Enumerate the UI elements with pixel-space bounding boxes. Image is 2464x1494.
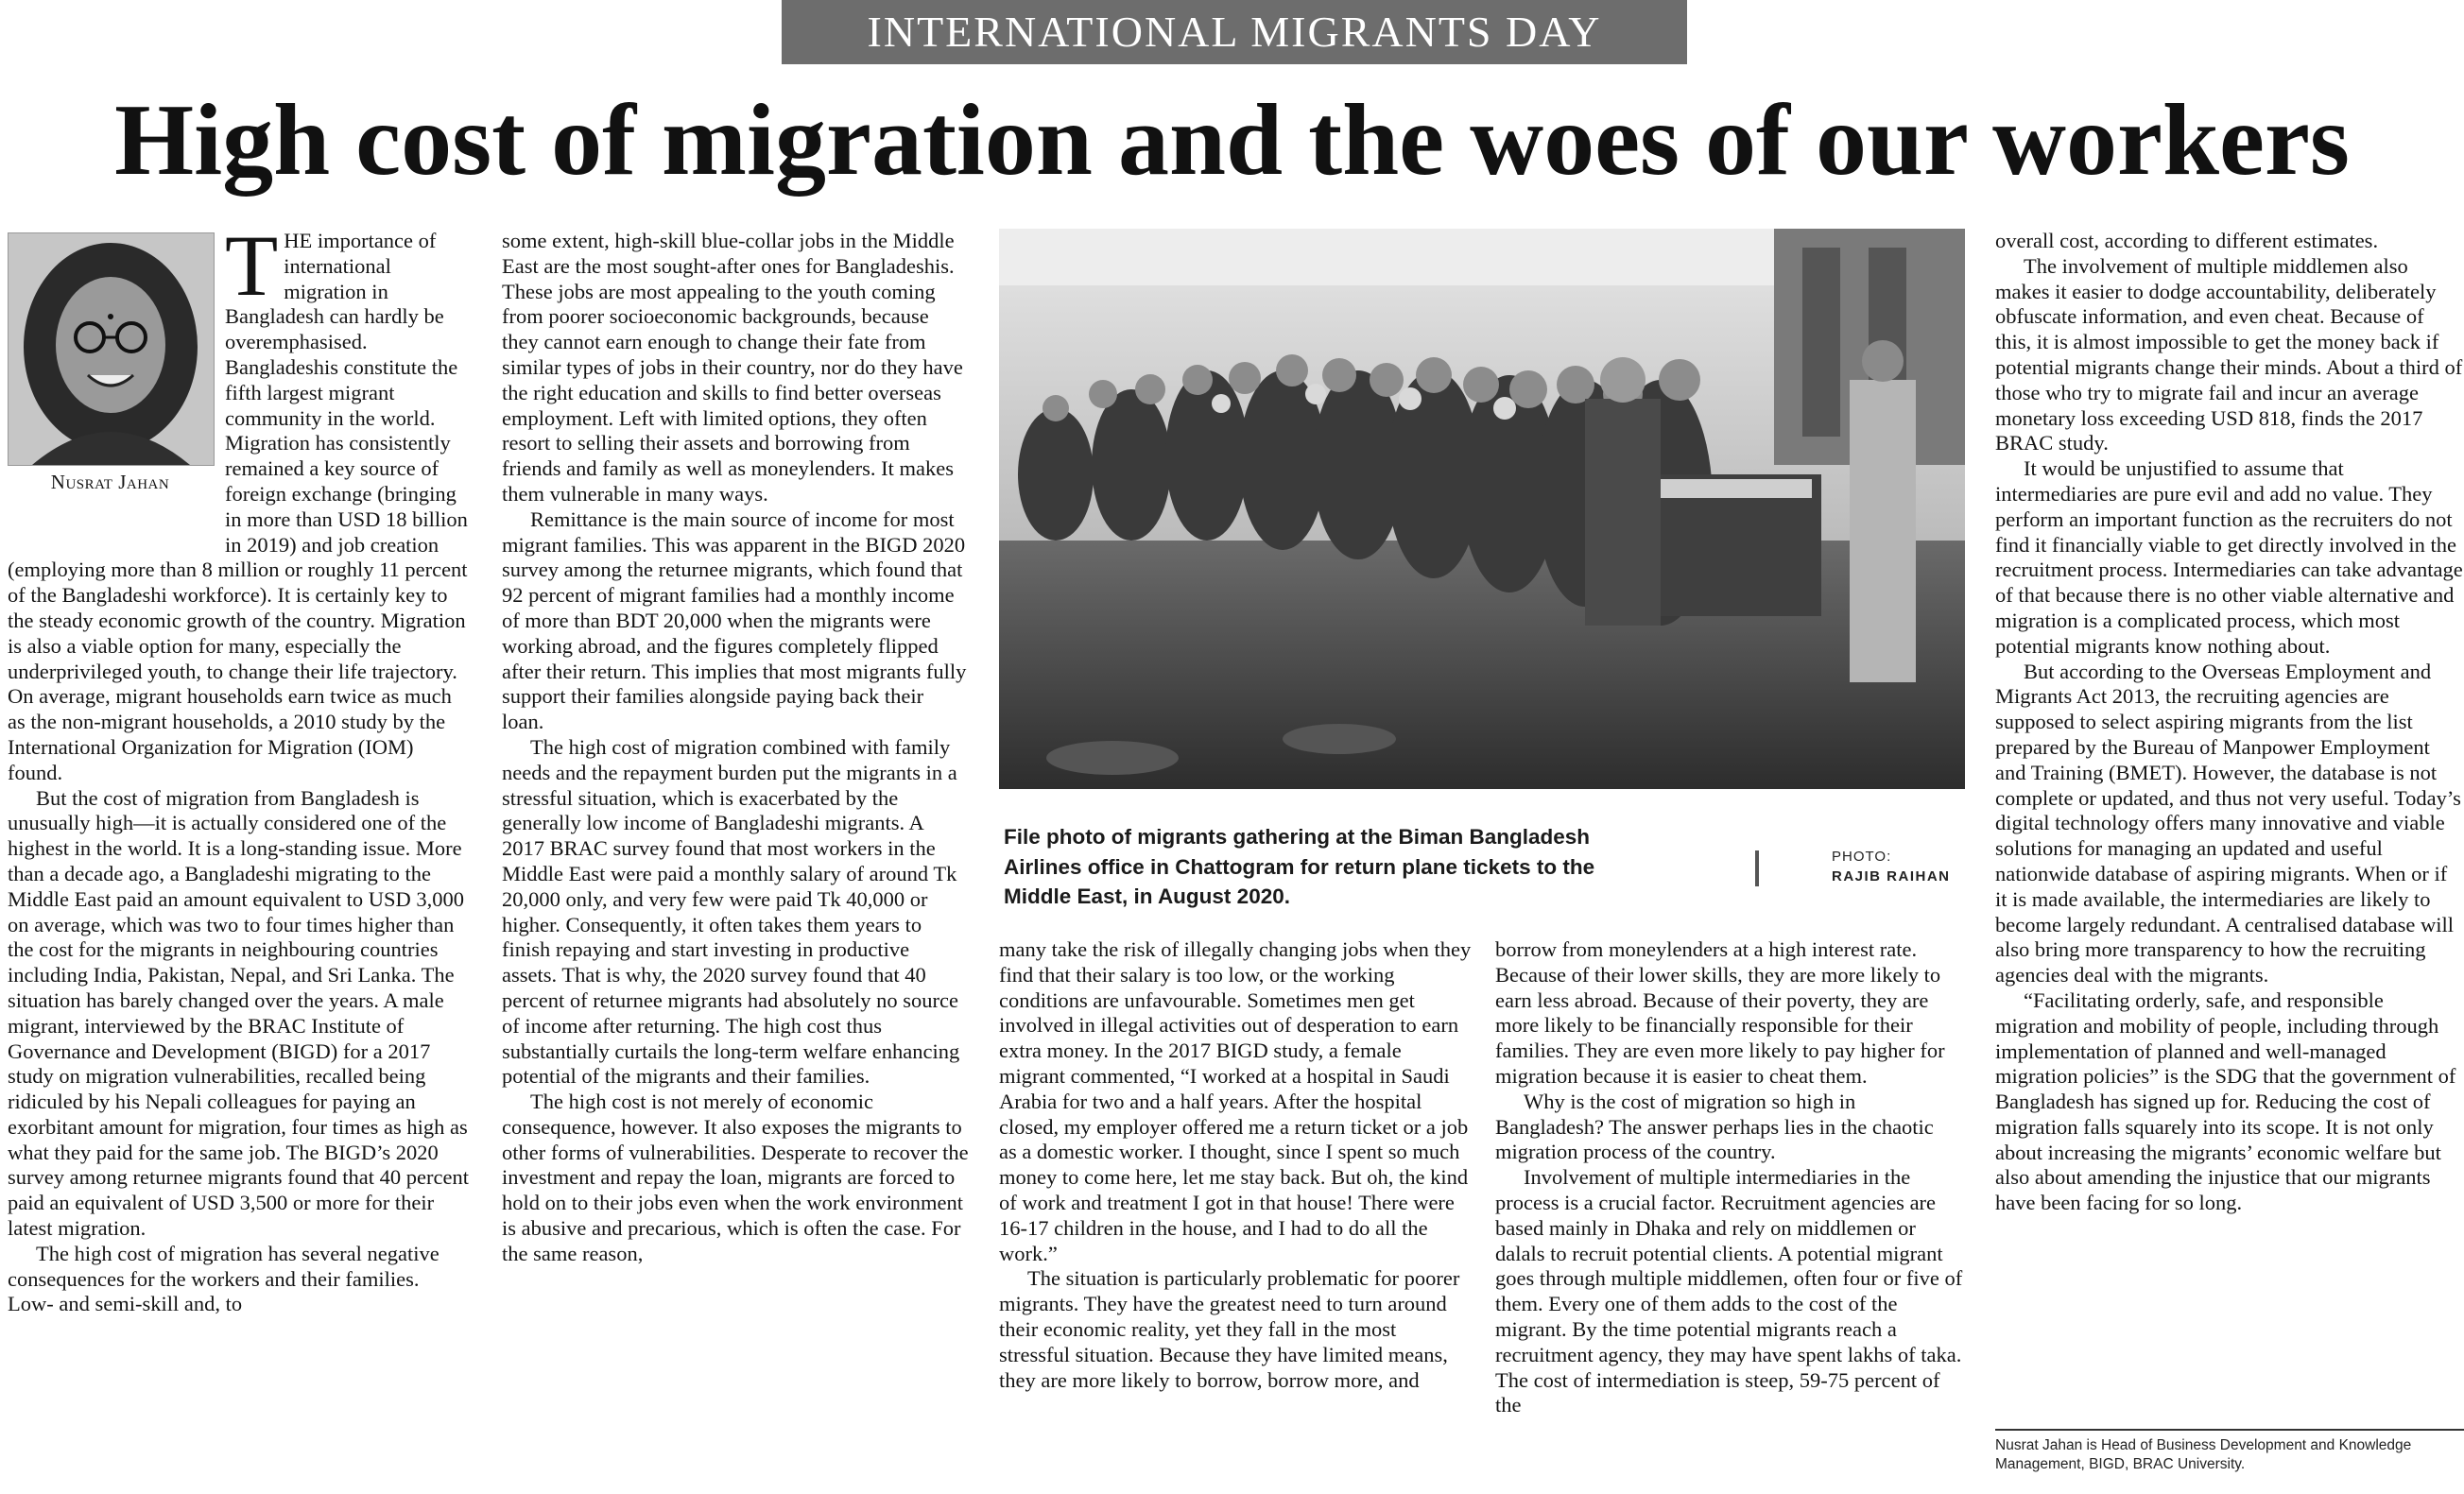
article-column-3 bbox=[999, 937, 1472, 1494]
paragraph: borrow from moneylenders at a high interest rate. Because of their lower skills, they are more likely to earn less abroad. Because of their poverty, they are more likely to be financially responsible for their families. They are even more likely to pay higher for migration because it is easier to cheat them. bbox=[1495, 937, 1945, 1088]
paragraph: The involvement of multiple middlemen also makes it easier to dodge accountability, deliberately obfuscate information, and even cheat. Because of this, it is almost impossible to get the money back if potential migrants change their minds. About a third of those who try to migrate fail and incur an average monetary loss exceeding USD 818, finds the 2017 BRAC study. bbox=[1995, 253, 2463, 455]
paragraph: overall cost, according to different estimates. bbox=[1995, 229, 2379, 252]
paragraph: The high cost of migration has several negative consequences for the workers and their families. Low- and semi-skill and, to bbox=[8, 1241, 439, 1316]
headline: High cost of migration and the woes of our workers bbox=[114, 84, 2350, 197]
author-bio: Nusrat Jahan is Head of Business Development and Knowledge Management, BIGD, BRAC University. bbox=[1995, 1437, 2412, 1472]
paragraph: But the cost of migration from Bangladesh is unusually high—it is actually considered one of the highest in the world. It is a long-standing issue. More than a decade ago, a Bangladeshi migrating to the Middle East paid an amount equivalent to USD 3,000 on average, which was two to four times higher than the cost for the migrants in neighbouring countries including India, Pakistan, Nepal, and Sri Lanka. The situation has barely changed over the years. A male migrant, interviewed by the BRAC Institute of Governance and Development (BIGD) for a 2017 study on migration vulnerabilities, recalled being ridiculed by his Nepali colleagues for paying an exorbitant amount for migration, four times as high as what they paid for the same job. The BIGD’s 2020 survey among returnee migrants found that 40 percent paid an equivalent of USD 3,500 or more for their latest migration. bbox=[8, 785, 469, 1241]
paragraph: Remittance is the main source of income for most migrant families. This was apparent in the BIGD 2020 survey among the returnee migrants, which found that 92 percent of migrant families had a monthly income of more than BDT 20,000 when the migrants were working abroad, and the figures completely flipped after their return. This implies that most migrants fully support their families alongside paying back their loan. bbox=[502, 507, 967, 734]
author-name: Nusrat Jahan bbox=[50, 471, 170, 493]
migrants-crowd-photo bbox=[999, 229, 1965, 789]
paragraph: But according to the Overseas Employment and Migrants Act 2013, the recruiting agencies are supposed to select aspiring migrants from the list prepared by the Bureau of Manpower Employment and Training (BMET). However, the database is not complete or updated, and thus not very useful. Today’s digital technology offers many innovative and viable solutions for managing an updated and useful nationwide database of aspiring migrants. When or if it is made available, the intermediaries are likely to become largely redundant. A centralised database will also bring more transparency to how the recruiting agencies deal with the migrants. bbox=[1995, 659, 2461, 987]
article-column-4 bbox=[1495, 937, 1968, 1494]
paragraph: The high cost is not merely of economic consequence, however. It also exposes the migrants to other forms of vulnerabilities. Desperate to recover the investment and repay the loan, migrants are forced to hold on to their jobs even when the work environment is abusive and precarious, which is often the case. For the same reason, bbox=[502, 1090, 969, 1265]
article-column-5 bbox=[1995, 229, 2464, 1423]
paragraph: some extent, high-skill blue-collar jobs in the Middle East are the most sought-after ones for Bangladeshis. These jobs are most appealing to the youth coming from poorer socioeconomic backgrounds, because they cannot earn enough to change their fate from similar types of jobs in their country, nor do they have the right education and skills to find better overseas employment. Left with limited options, they often resort to selling their assets and borrowing from friends and family as well as moneylenders. It makes them vulnerable in many ways. bbox=[502, 229, 963, 506]
paragraph: Involvement of multiple intermediaries in the process is a crucial factor. Recruitment agencies are based mainly in Dhaka and rely on middlemen or dalals to recruit potential clients. A potential migrant goes through multiple middlemen, often four or five of them. Every one of them adds to the cost of the migrant. By the time potential migrants reach a recruitment agency, they may have spent lakhs of taka. The cost of intermediation is steep, 59-75 percent of the bbox=[1495, 1165, 1963, 1417]
paragraph: “Facilitating orderly, safe, and responsible migration and mobility of people, including through implementation of planned and well-managed migration policies” is the SDG that the government of Bangladesh has signed up for. Reducing the cost of migration falls squarely into its scope. It is not only about increasing the migrants’ economic welfare but also about amending the injustice that our migrants have been facing for so long. bbox=[1995, 987, 2456, 1215]
photo-credit-label: PHOTO: bbox=[1832, 849, 1892, 865]
portrait-wrap-space bbox=[8, 229, 215, 547]
credit-divider bbox=[1755, 850, 1759, 886]
drop-cap: T bbox=[225, 229, 279, 314]
bio-divider bbox=[1995, 1429, 2464, 1431]
paragraph: HE importance of international migration in Bangladesh can hardly be overemphasised. Bangladeshis constitute the fifth largest migrant community in the world. Migration has consistently remained a key source of foreign exchange (bringing in more than USD 18 billion in 2019) and job creation (employing more than 8 million or roughly 11 percent of the Bangladeshi workforce). It is certainly key to the steady economic growth of the country. Migration is also a viable option for many, especially the underprivileged youth, to change their life trajectory. On average, migrant households earn twice as much as the non-migrant households, a 2010 study by the International Organization for Migration (IOM) found. bbox=[8, 229, 468, 784]
paragraph: It would be unjustified to assume that intermediaries are pure evil and add no value. They perform an important function as the recruiters do not find it financially viable to get directly involved in the recruitment process. Intermediaries can take advantage of that because there is no other viable alternative and migration is a complicated process, which most potential migrants know nothing about. bbox=[1995, 456, 2463, 658]
paragraph: Why is the cost of migration so high in Bangladesh? The answer perhaps lies in the chaotic migration process of the country. bbox=[1495, 1089, 1934, 1164]
section-kicker: INTERNATIONAL MIGRANTS DAY bbox=[782, 0, 1687, 64]
news-photo bbox=[999, 229, 1965, 789]
photo-caption: File photo of migrants gathering at the Biman Bangladesh Airlines office in Chattogram for return plane tickets to the Middle East, in August 2020. bbox=[1004, 825, 1595, 908]
article-column-2 bbox=[502, 229, 969, 1494]
article-column-1 bbox=[8, 229, 469, 1494]
paragraph: many take the risk of illegally changing jobs when they find that their salary is too low, or the working conditions are unfavourable. Sometimes men get involved in illegal activities out of desperation to earn extra money. In the 2017 BIGD study, a female migrant commented, “I worked at a hospital in Saudi Arabia for two and a half years. After the hospital closed, my employer offered me a return ticket or a job as a domestic worker. I thought, since I spent so much money to come here, let me stay back. But oh, the kind of work and treatment I got in that house! There were 16-17 children in the house, and I had to do all the work.” bbox=[999, 937, 1472, 1265]
paragraph: The high cost of migration combined with family needs and the repayment burden put the migrants in a stressful situation, which is exacerbated by the generally low income of Bangladeshi migrants. A 2017 BRAC survey found that most workers in the Middle East were paid a monthly salary of around Tk 20,000 only, and very few were paid Tk 40,000 or higher. Consequently, it often takes them years to finish repaying and start investing in productive assets. That is why, the 2020 survey found that 40 percent of returnee migrants had absolutely no source of income after returning. The high cost thus substantially curtails the long-term welfare enhancing potential of the migrants and their families. bbox=[502, 734, 960, 1089]
photo-credit-name: RAJIB RAIHAN bbox=[1832, 868, 1951, 884]
paragraph: The situation is particularly problematic for poorer migrants. They have the greatest need to turn around their economic reality, yet they fall in the most stressful situation. Because they have limited means, they are more likely to borrow, borrow more, and bbox=[999, 1266, 1460, 1392]
